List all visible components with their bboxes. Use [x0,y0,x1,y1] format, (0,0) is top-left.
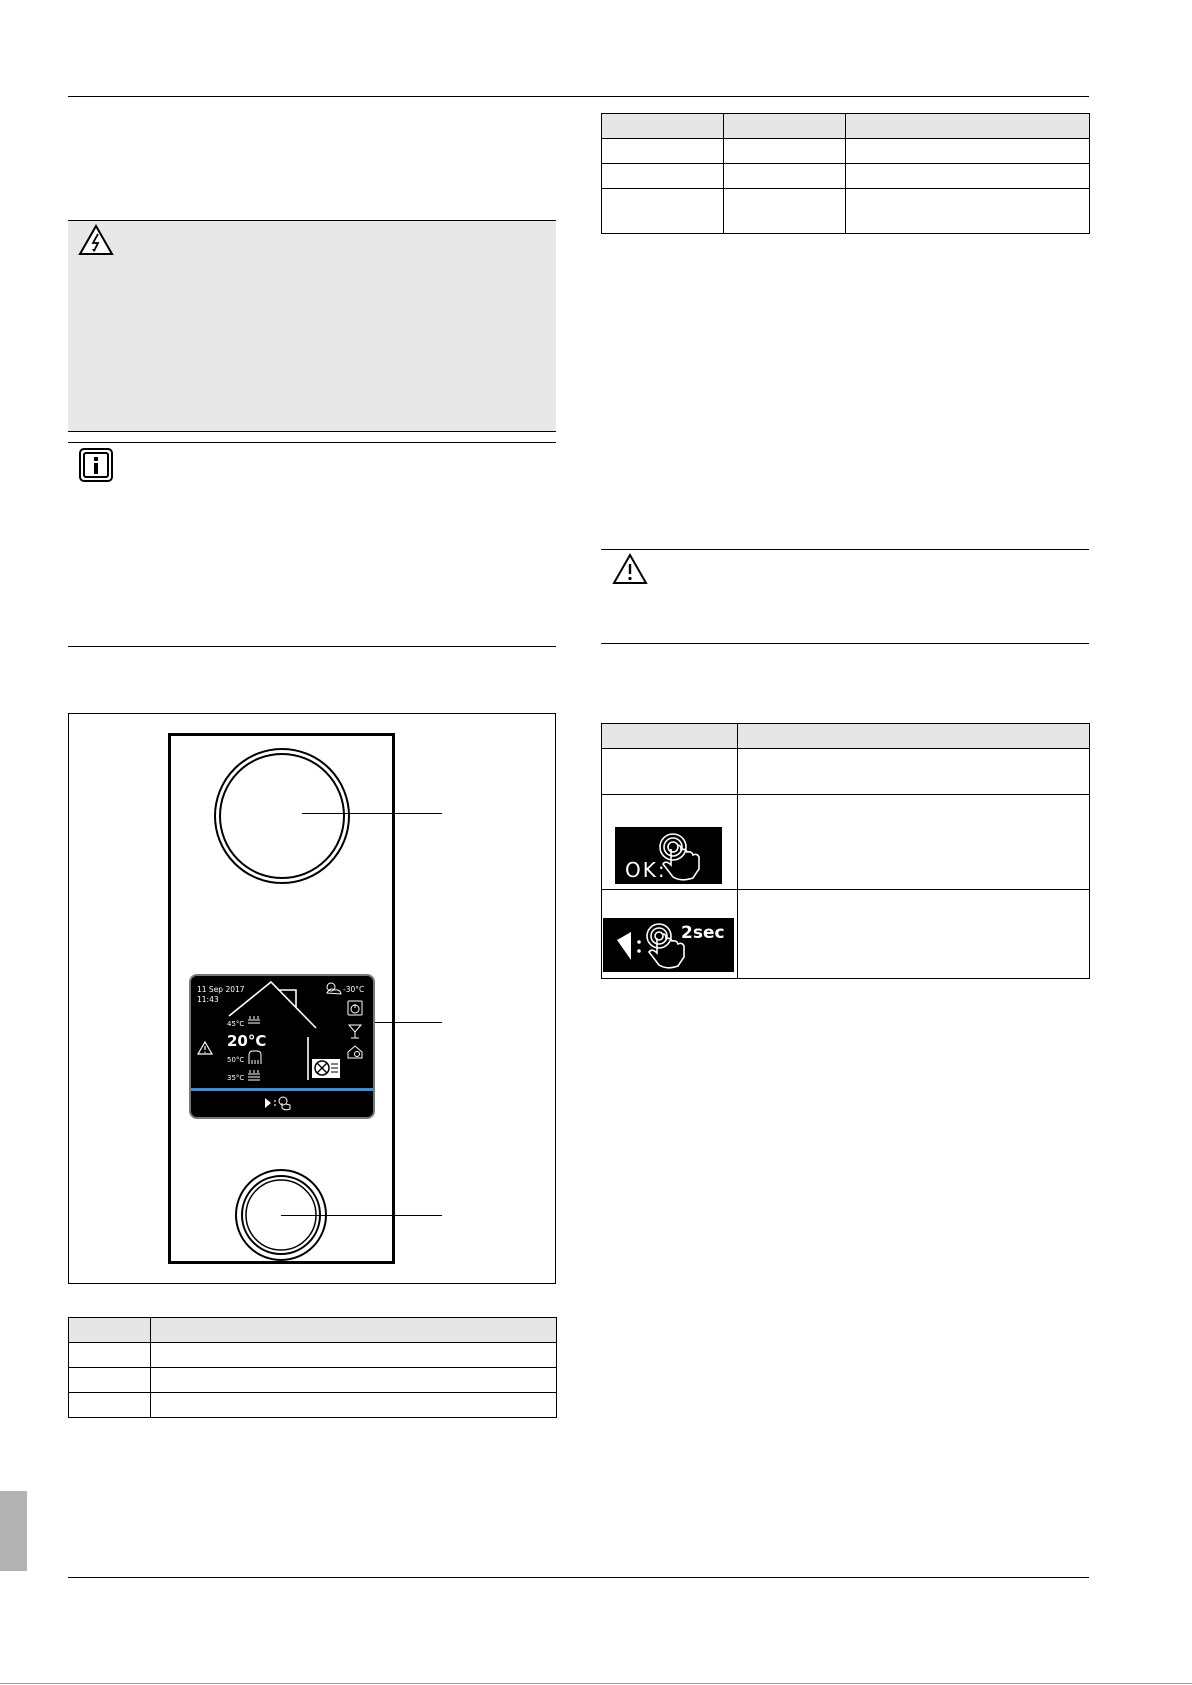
table-row [69,1393,557,1418]
caution-icon [612,553,648,585]
leader-line-bottom [281,1215,442,1216]
info-note-bottom-rule [68,646,556,647]
status-header-cell [846,114,1090,139]
page-footer-rule [68,1577,1089,1578]
page-bottom-rule [0,1683,1192,1684]
display-dhw-temp: 50°C [227,1056,245,1064]
display-zone1-temp: 45°C [227,1020,245,1028]
status-header-cell [724,114,846,139]
side-tab [0,1491,27,1571]
table-row [69,1368,557,1393]
status-header-cell [602,114,724,139]
warning-note [68,221,556,431]
info-icon [79,448,113,482]
leader-line-top [302,813,442,814]
display-time: 11:43 [197,995,219,1004]
lcd-display [189,974,375,1119]
table-row [69,1343,557,1368]
hold-duration-label: 2sec [681,923,725,943]
back-press-graphic [603,918,734,972]
electric-hazard-icon [78,224,114,256]
top-dial[interactable] [212,746,352,886]
table-row [602,189,1090,234]
status-table [601,113,1090,234]
display-zone2-temp: 35°C [227,1074,245,1082]
display-outdoor-temp: -30°C [343,985,365,994]
keys-header-cell [602,724,738,749]
keys-header-cell [738,724,1090,749]
ok-press-graphic [615,827,722,884]
warning-note-bottom-rule [68,431,556,432]
display-date: 11 Sep 2017 [197,985,245,994]
info-note-top-rule [68,442,556,443]
ok-label: OK: [625,858,667,882]
table-row [602,749,1090,795]
leader-line-middle [372,1022,442,1023]
page-header-rule [68,96,1089,97]
legend-header-cell [69,1318,151,1343]
figure-legend-table [68,1317,557,1418]
table-row [602,164,1090,189]
legend-header-cell [151,1318,557,1343]
table-row [602,139,1090,164]
caution-note-bottom-rule [601,643,1089,644]
display-room-temp: 20°C [227,1032,267,1050]
caution-note-top-rule [601,549,1089,550]
